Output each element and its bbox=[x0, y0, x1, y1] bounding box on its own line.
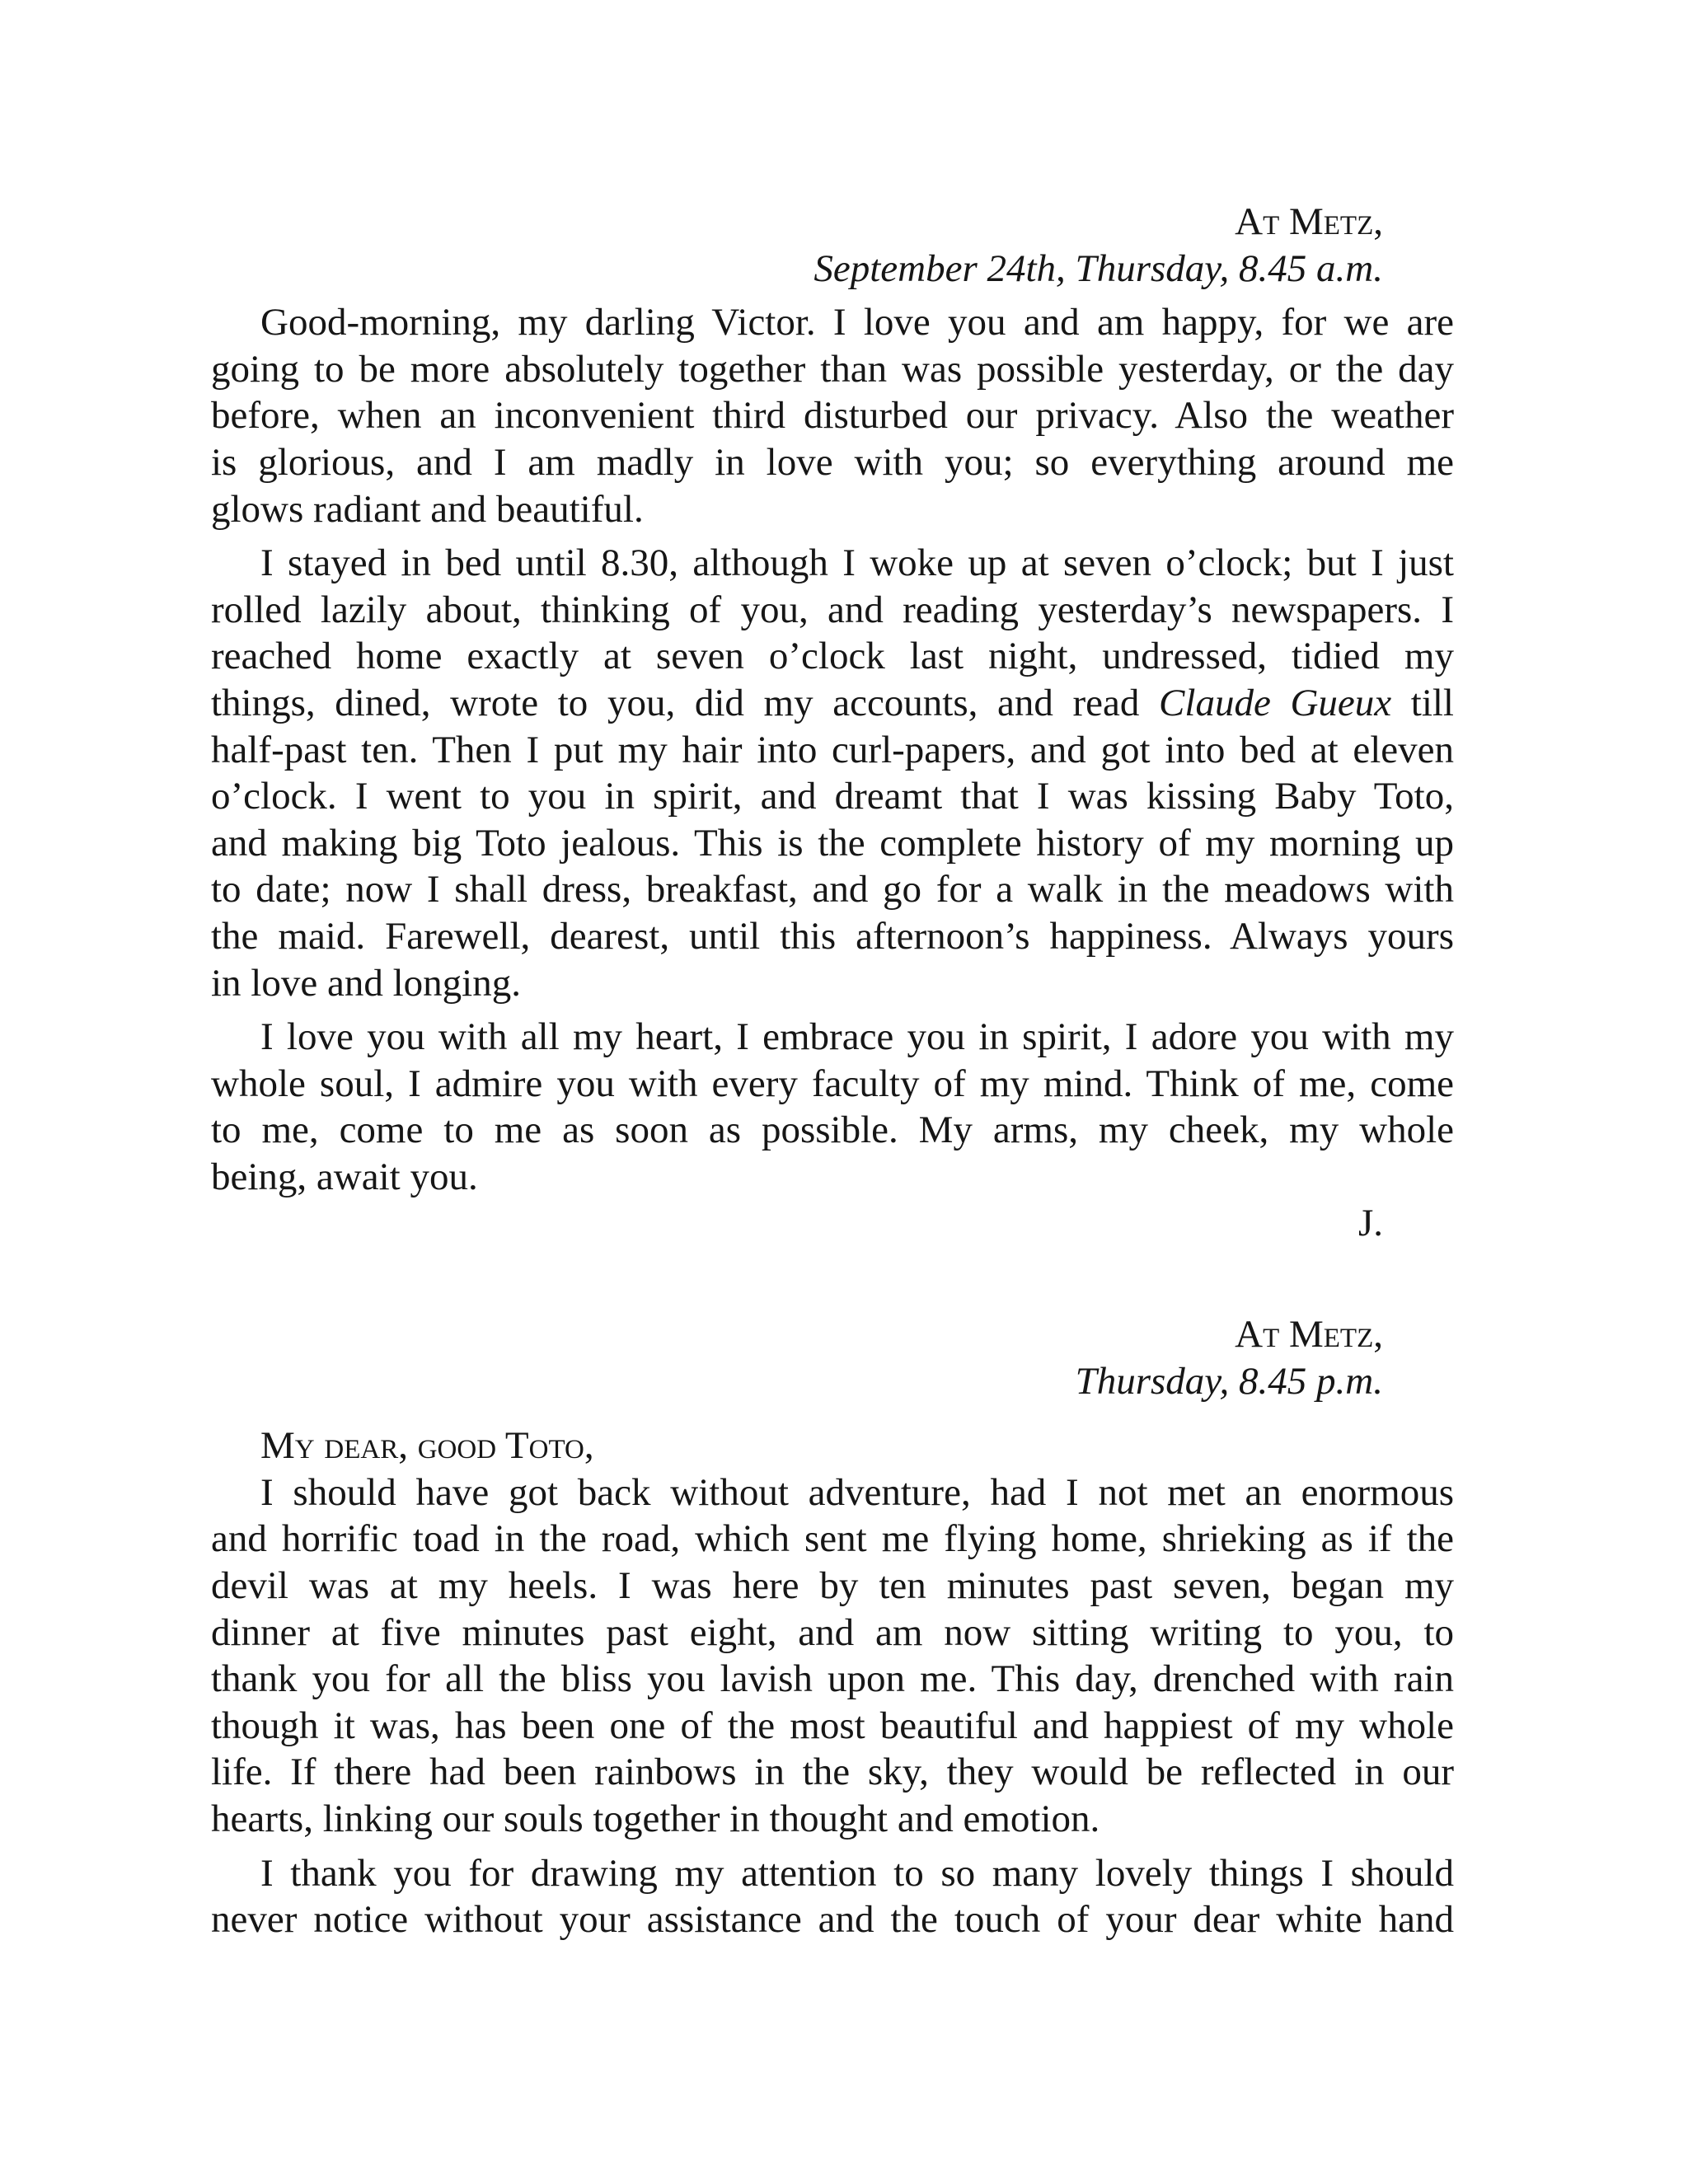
text-line: reached home exactly at seven o’clock last night, undressed, tidied my bbox=[211, 635, 1454, 678]
letter-2-paragraph-1 bbox=[211, 1469, 1454, 1843]
text-line: to me, come to me as soon as possible. My arms, my cheek, my whole bbox=[211, 1108, 1454, 1152]
text-line: Good-morning, my darling Victor. I love you and am happy, for we are bbox=[260, 301, 1454, 344]
letter-2-date: Thursday, 8.45 p.m. bbox=[1075, 1359, 1383, 1403]
book-title-claude-gueux: Claude Gueux bbox=[1159, 681, 1392, 724]
text-line: life. If there had been rainbows in the sky, they would be reflected in our bbox=[211, 1750, 1454, 1794]
text-line: and making big Toto jealous. This is the complete history of my morning up bbox=[211, 821, 1454, 865]
text-line: o’clock. I went to you in spirit, and dreamt that I was kissing Baby Toto, bbox=[211, 775, 1454, 818]
text-line: to date; now I shall dress, breakfast, and go for a walk in the meadows with bbox=[211, 868, 1454, 912]
text-line bbox=[211, 680, 1454, 727]
text-line: dinner at five minutes past eight, and am now sitting writing to you, to bbox=[211, 1610, 1454, 1654]
text-line: is glorious, and I am madly in love with you; so everything around me bbox=[211, 440, 1454, 484]
text-line: and horrific toad in the road, which sent me flying home, shrieking as if the bbox=[211, 1517, 1454, 1561]
text-line: rolled lazily about, thinking of you, and reading yesterday’s newspapers. I bbox=[211, 588, 1454, 631]
letter-2-place: At Metz, bbox=[1235, 1313, 1383, 1357]
text-line: in love and longing. bbox=[211, 961, 521, 1005]
letter-2-paragraph-2 bbox=[211, 1850, 1454, 1943]
text-line: though it was, has been one of the most beautiful and happiest of my whole bbox=[211, 1704, 1454, 1747]
text-line: I thank you for drawing my attention to so many lovely things I should bbox=[260, 1851, 1454, 1895]
letter-1-place: At Metz, bbox=[1235, 200, 1383, 243]
text-line: I should have got back without adventure, had I not met an enormous bbox=[260, 1470, 1454, 1514]
text-line: whole soul, I admire you with every faculty of my mind. Think of me, come bbox=[211, 1062, 1454, 1105]
letter-1-signature: J. bbox=[1357, 1202, 1383, 1245]
text-line: going to be more absolutely together than was possible yesterday, or the day bbox=[211, 347, 1454, 391]
text-line: hearts, linking our souls together in thought and emotion. bbox=[211, 1797, 1100, 1840]
text-segment: things, dined, wrote to you, did my accounts, and read bbox=[211, 681, 1160, 724]
text-line: devil was at my heels. I was here by ten minutes past seven, began my bbox=[211, 1564, 1454, 1608]
letter-1-date: September 24th, Thursday, 8.45 a.m. bbox=[814, 246, 1383, 290]
text-line: thank you for all the bliss you lavish upon me. This day, drenched with rain bbox=[211, 1657, 1454, 1701]
letter-2-salutation: My dear, good Toto, bbox=[260, 1424, 594, 1468]
text-line: glows radiant and beautiful. bbox=[211, 487, 644, 531]
text-line: before, when an inconvenient third disturbed our privacy. Also the weather bbox=[211, 394, 1454, 438]
text-line: being, await you. bbox=[211, 1155, 478, 1198]
book-page bbox=[211, 0, 1454, 1943]
letter-1-paragraph-3 bbox=[211, 1014, 1454, 1200]
text-line: half-past ten. Then I put my hair into curl-papers, and got into bed at eleven bbox=[211, 728, 1454, 771]
letter-1 bbox=[211, 0, 1454, 1247]
letter-1-paragraph-1 bbox=[211, 299, 1454, 532]
text-line: the maid. Farewell, dearest, until this afternoon’s happiness. Always yours bbox=[211, 914, 1454, 958]
text-line: I stayed in bed until 8.30, although I woke up at seven o’clock; but I just bbox=[260, 541, 1454, 585]
text-line: I love you with all my heart, I embrace you in spirit, I adore you with my bbox=[260, 1015, 1454, 1059]
letter-2 bbox=[211, 1247, 1454, 1943]
text-line: never notice without your assistance and the touch of your dear white hand bbox=[211, 1898, 1454, 1942]
letter-1-paragraph-2 bbox=[211, 540, 1454, 1006]
text-segment: till bbox=[1391, 681, 1454, 724]
